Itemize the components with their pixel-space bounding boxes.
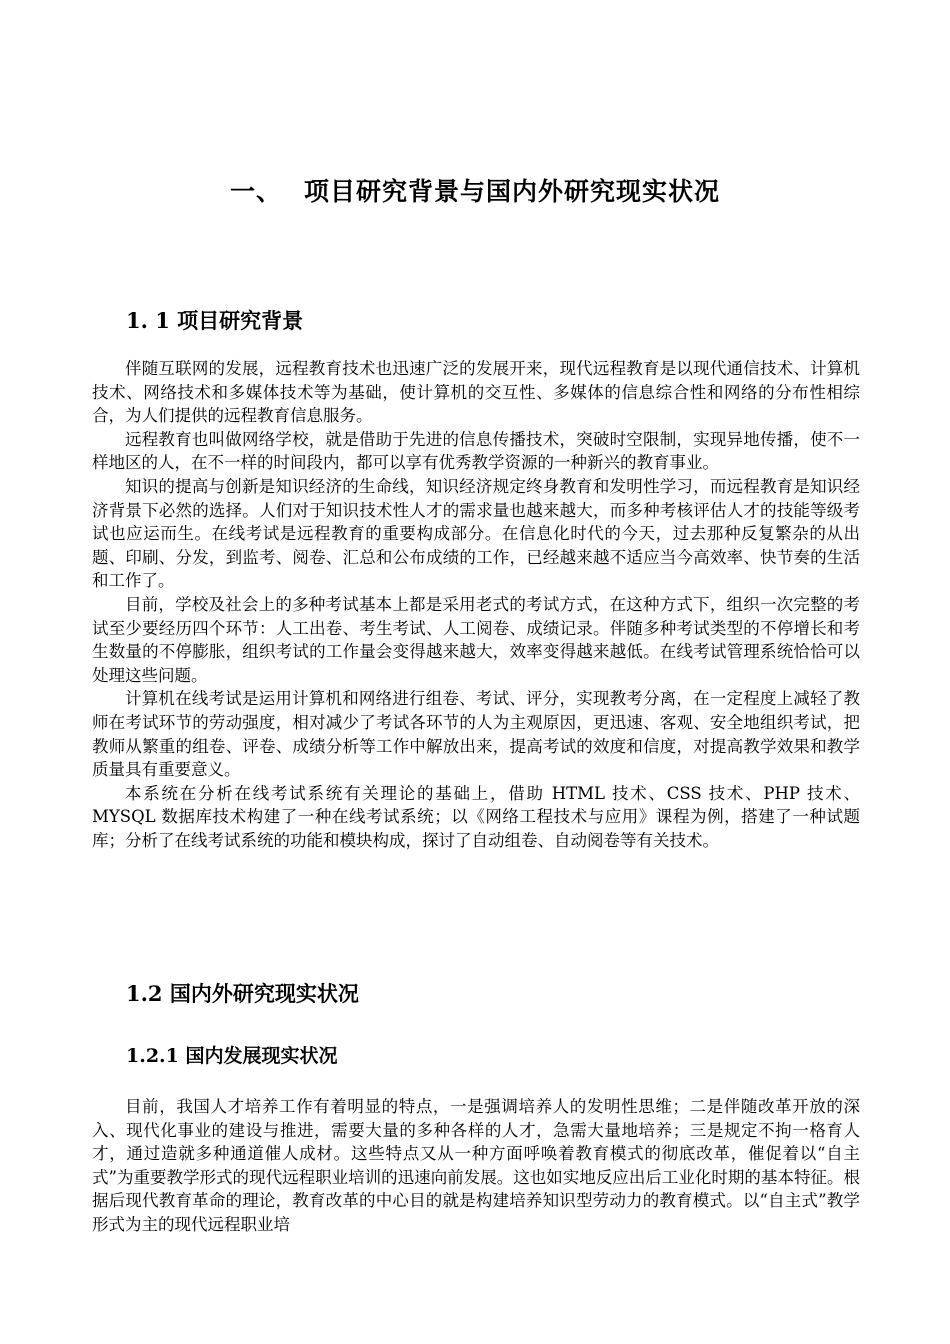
section-heading-1-1: 1. 1 项目研究背景: [126, 308, 304, 333]
section-1-1-body: [92, 357, 860, 852]
chapter-number: 一、: [229, 177, 282, 206]
paragraph: 目前，学校及社会上的多种考试基本上都是采用老式的考试方式，在这种方式下，组织一次完整的考试至少要经历四个环节：人工出卷、考生考试、人工阅卷、成绩记录。伴随多种考试类型的不停增长和考生数量的不停膨胀，组织考试的工作量会变得越来越大，效率变得越来越低。在线考试管理系统恰恰可以处理这些问题。: [92, 594, 860, 685]
subsection-heading-1-2-1: 1.2.1 国内发展现实状况: [126, 1045, 338, 1067]
paragraph: 远程教育也叫做网络学校，就是借助于先进的信息传播技术，突破时空限制，实现异地传播，使不一样地区的人，在不一样的时间段内，都可以享有优秀教学资源的一种新兴的教育事业。: [92, 429, 860, 473]
paragraph: 知识的提高与创新是知识经济的生命线，知识经济规定终身教育和发明性学习，而远程教育是知识经济背景下必然的选择。人们对于知识技术性人才的需求量也越来越大，而多种考核评估人才的技能等级考试也应运而生。在线考试是远程教育的重要构成部分。在信息化时代的今天，过去那种反复繁杂的从出题、印刷、分发，到监考、阅卷、汇总和公布成绩的工作，已经越来越不适应当今高效率、快节奏的生活和工作了。: [92, 476, 860, 591]
paragraph: 本系统在分析在线考试系统有关理论的基础上，借助 HTML 技术、CSS 技术、PHP 技术、MYSQL 数据库技术构建了一种在线考试系统；以《网络工程技术与应用》课程为例，搭建了一种试题库；分析了在线考试系统的功能和模块构成，探讨了自动组卷、自动阅卷等有关技术。: [92, 783, 860, 850]
chapter-title: [0, 172, 950, 208]
section-heading-1-2: 1.2 国内外研究现实状况: [126, 981, 359, 1006]
paragraph: 伴随互联网的发展，远程教育技术也迅速广泛的发展开来，现代远程教育是以现代通信技术、计算机技术、网络技术和多媒体技术等为基础，使计算机的交互性、多媒体的信息综合性和网络的分布性相综合，为人们提供的远程教育信息服务。: [92, 359, 860, 426]
section-1-2-1-body: [92, 1095, 860, 1237]
paragraph: 计算机在线考试是运用计算机和网络进行组卷、考试、评分，实现教考分离，在一定程度上减轻了教师在考试环节的劳动强度，相对减少了考试各环节的人为主观原因，更迅速、客观、安全地组织考试，把教师从繁重的组卷、评卷、成绩分析等工作中解放出来，提高考试的效度和信度，对提高教学效果和教学质量具有重要意义。: [92, 689, 860, 780]
paragraph: 目前，我国人才培养工作有着明显的特点，一是强调培养人的发明性思维；二是伴随改革开放的深入、现代化事业的建设与推进，需要大量的多种各样的人才，急需大量地培养；三是规定不拘一格育人才，通过造就多种通道催人成材。这些特点又从一种方面呼唤着教育模式的彻底改革，催促着以“自主式”为重要教学形式的现代远程职业培训的迅速向前发展。这也如实地反应出后工业化时期的基本特征。根据后现代教育革命的理论，教育改革的中心目的就是构建培养知识型劳动力的教育模式。以“自主式”教学形式为主的现代远程职业培: [92, 1097, 860, 1234]
chapter-title-text: 项目研究背景与国内外研究现实状况: [304, 177, 721, 206]
